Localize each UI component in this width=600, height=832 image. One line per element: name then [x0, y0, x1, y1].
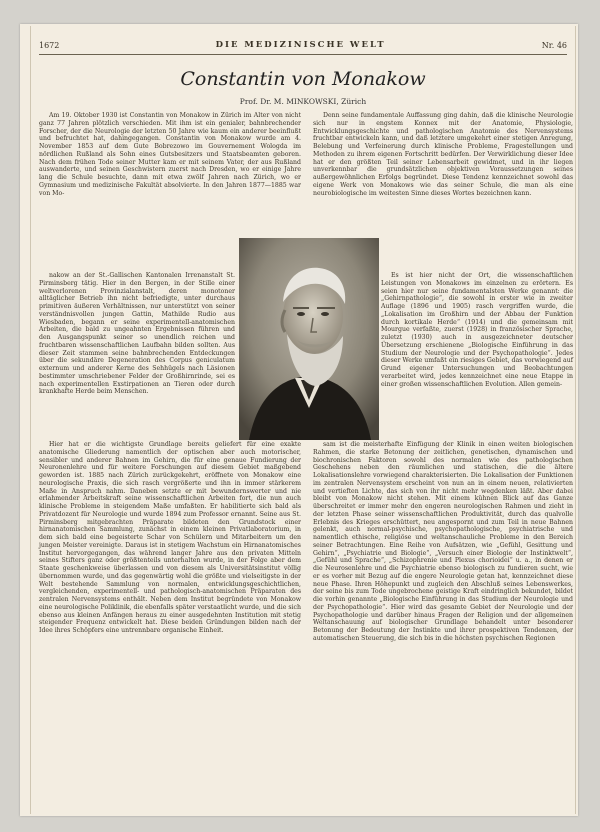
paragraph: Denn seine fundamentale Auffassung ging dahin, daß die klinische Neurologie sich nur in engstem Konnex mit der Anatomie, Physiologie, Entwicklungsgeschichte und pathologischen Anatomie des Nervensystems fruchtbar entwickeln kann, und daß letztere umgekehrt einer stetigen Anregung, Belebung und Verfeinerung durch klinische Probleme, Fragestellungen und Methoden zu ihrem eigenen Fortschritt bedürfen. Der Verwirklichung dieser Idee hat er den größten Teil seiner Lebensarbeit gewidmet, und in ihr liegen unverkennbar die grundsätzlichen objektiven Voraussetzungen seines außergewöhnlichen Erfolgs begründet. Diese Tendenz kennzeichnet sowohl das eigene Werk von Monakows wie das seiner Schule, die man als eine neurobiologische im weitesten Sinne dieses Wortes bezeichnen kann. [313, 112, 573, 197]
portrait-photo [239, 238, 379, 440]
newspaper-clipping [20, 24, 578, 816]
running-header [39, 38, 567, 55]
column-right-mid [381, 272, 573, 388]
paragraph: nakow an der St.-Gallischen Kantonalen Irrenanstalt St. Pirminsberg tätig. Hier in den Bergen, in der Stille einer weltverlorenen Provinzialanstalt, deren monotoner alltäglicher Betrieb ihn nicht befriedigte, unter durchaus primitiven äußeren Verhältnissen, nur unterstützt von seiner verständnisvollen jungen Gattin, Mathilde Rudio aus Wiesbaden, begann er seine experimentell-anatomischen Arbeiten, die bald zu ungeahnten Ergebnissen führen und den Ausgangspunkt seiner so unendlich reichen und fruchtbaren wissenschaftlichen Laufbahn bilden sollten. Aus dieser Zeit stammen seine bahnbrechenden Entdeckungen über die sekundäre Degeneration des Corpus geniculatum externum und anderer Kerne des Sehhügels nach Läsionen bestimmter umschriebener Felder der Großhirnrinde, sei es nach experimentellen Exstirpationen an Tieren oder durch krankhafte Herde beim Menschen. [39, 272, 235, 396]
article-author: Prof. Dr. M. MINKOWSKI, Zürich [239, 97, 367, 106]
article-title: Constantin von Monakow [180, 68, 426, 90]
paragraph: sam ist die meisterhafte Einfügung der Klinik in einen weiten biologischen Rahmen, die starke Betonung der zeitlichen, genetischen, dynamischen und biochronischen Faktoren sowohl des normalen wie des pathologischen Geschehens neben den räumlichen und statischen, die die ältere Lokalisationslehre vorwiegend charakterisierten. Die Lokalisation der Funktionen im zentralen Nervensystem erscheint von nun an in einem neuen, relativierten und vertieften Lichte, das sich von ihr nicht mehr wegdenken läßt. Aber dabei bleibt von Monakow nicht stehen. Mit einem kühnen Blick auf das Ganze überschreitet er immer mehr den engeren neurologischen Rahmen und zieht in der letzten Phase seiner wissenschaftlichen Produktivität, durch das qualvolle Erlebnis des Krieges erschüttert, neu angespornt und zum Teil in neue Bahnen gelenkt, auch normal-psychische, psychopathologische, psychiatrische und namentlich ethische, religiöse und weltanschauliche Probleme in den Bereich seiner Betrachtungen. Eine Reihe von Aufsätzen, wie „Gefühl, Gesittung und Gehirn“, „Psychiatrie und Biologie“, „Versuch einer Biologie der Instinktwelt“, „Gefühl und Sprache“, „Schizophrenie und Plexus chorioidei“ u. a., in denen er die Neurosenlehre und die Psychiatrie ebenso biologisch zu fundieren sucht, wie er es vorher mit Bezug auf die engere Neurologie getan hat, kennzeichnet diese neue Phase. Ihren Höhepunkt und zugleich den Abschluß seines Lebenswerkes, der seine bis zum Tode ungebrochene geistige Kraft eindringlich bekundet, bildet die vorhin genannte „Biologische Einführung in das Studium der Neurologie und der Psychopathologie“. Hier wird das gesamte Gebiet der Neurologie und der Psychopathologie und darüber hinaus Fragen der Religion und der allgemeinen Weltanschauung auf biologischer Grundlage behandelt unter besonderer Betonung der Bedeutung der Instinkte und ihrer prospektiven Tendenzen, der automatischen Steuerung, die sich bis in die höchsten psychischen Regionen [313, 441, 573, 642]
paragraph: Es ist hier nicht der Ort, die wissenschaftlichen Leistungen von Monakows im einzelnen zu erörtern. Es seien hier nur seine fundamentalsten Werke genannt: die „Gehirnpathologie“, die sowohl in erster wie in zweiter Auflage (1896 und 1905) rasch vergriffen wurde, die „Lokalisation im Großhirn und der Abbau der Funktion durch kortikale Herde“ (1914) und die gemeinsam mit Mourgue verfaßte, zuerst (1928) in französischer Sprache, zuletzt (1930) auch in ausgezeichneter deutscher Übersetzung erschienene „Biologische Einführung in das Studium der Neurologie und der Psychopathologie“. Jedes dieser Werke umfaßt ein riesiges Gebiet, das vorwiegend auf Grund eigener Untersuchungen und Beobachtungen verarbeitet wird, jedes kennzeichnet eine neue Etappe in einer großen wissenschaftlichen Evolution. Allen gemein- [381, 272, 573, 388]
journal-name: DIE MEDIZINISCHE WELT [215, 40, 386, 50]
clipping-border [30, 26, 576, 814]
column-left-top [39, 112, 301, 197]
issue-number: Nr. 46 [541, 40, 567, 50]
page-number: 1672 [39, 40, 60, 50]
paragraph: Am 19. Oktober 1930 ist Constantin von Monakow in Zürich im Alter von nicht ganz 77 Jahren plötzlich verschieden. Mit ihm ist ein genialer, bahnbrechender Forscher, der die Neurologie der letzten 50 Jahre wie kaum ein anderer beeinflußt und befruchtet hat, dahingegangen. Constantin von Monakow wurde am 4. November 1853 auf dem Gute Bobrezowo im Gouvernement Wologda im nördlichen Rußland als Sohn eines Gutsbesitzers und Staatsbeamten geboren. Nach dem frühen Tode seiner Mutter kam er mit seinem Vater, der aus Rußland auswanderte, und seinen Geschwistern zuerst nach Dresden, wo er einige Jahre lang die Schule besuchte, dann mit etwa zwölf Jahren nach Zürich, wo er Gymnasium und medizinische Fakultät absolvierte. In den Jahren 1877—1885 war von Mo- [39, 112, 301, 197]
column-left-low [39, 441, 301, 635]
column-right-low [313, 441, 573, 643]
portrait-illustration [239, 238, 379, 440]
paragraph: Hier hat er die wichtigste Grundlage bereits geliefert für eine exakte anatomische Gliederung namentlich der optischen aber auch motorischer, sensibler und anderer Bahnen im Gehirn, die für eine genaue Fundierung der Neuronenlehre und für weitere Forschungen auf diesem Gebiet maßgebend geworden ist. 1885 nach Zürich zurückgekehrt, eröffnete von Monakow eine neurologische Praxis, die sich rasch vergrößerte und ihn in immer stärkerem Maße in Anspruch nahm. Daneben setzte er mit bewundernswerter und nie erlahmender Arbeitskraft seine wissenschaftlichen Arbeiten fort, die nun auch klinische Probleme in steigendem Maße umfaßten. Er habilitierte sich bald als Privatdozent für Neurologie und wurde 1894 zum Professor ernannt. Seine aus St. Pirminsberg mitgebrachten Präparate bildeten den Grundstock einer hirnanatomischen Sammlung, zunächst in einem kleinen Privatlaboratorium, in dem sich bald eine begeisterte Schar von Schülern und Mitarbeitern um den jungen Meister vereinigte. Daraus ist in stetigem Wachstum ein Hirnanatomisches Institut hervorgegangen, das während langer Jahre aus den privaten Mitteln seines Stifters ganz oder größtenteils unterhalten wurde, in der Folge aber dem Staate geschenkweise überlassen und von diesem als Universitätsinstitut völlig übernommen wurde, und das gegenwärtig wohl die größte und vielseitigste in der Welt bestehende Sammlung von normalen, entwicklungsgeschichtlichen, vergleichenden, experimentell- und pathologisch-anatomischen Präparaten des zentralen Nervensystems enthält. Neben dem Institut begründete von Monakow eine neurologische Poliklinik, die ebenfalls später verstaatlicht wurde, und die sich ebenso aus kleinen Anfängen heraus zu einer ausgedehnten Institution mit stetig steigender Frequenz entwickelt hat. Diese beiden Gründungen bilden nach der Idee ihres Schöpfers eine untrennbare organische Einheit. [39, 441, 301, 634]
column-left-mid [39, 272, 235, 396]
column-right-top [313, 112, 573, 197]
